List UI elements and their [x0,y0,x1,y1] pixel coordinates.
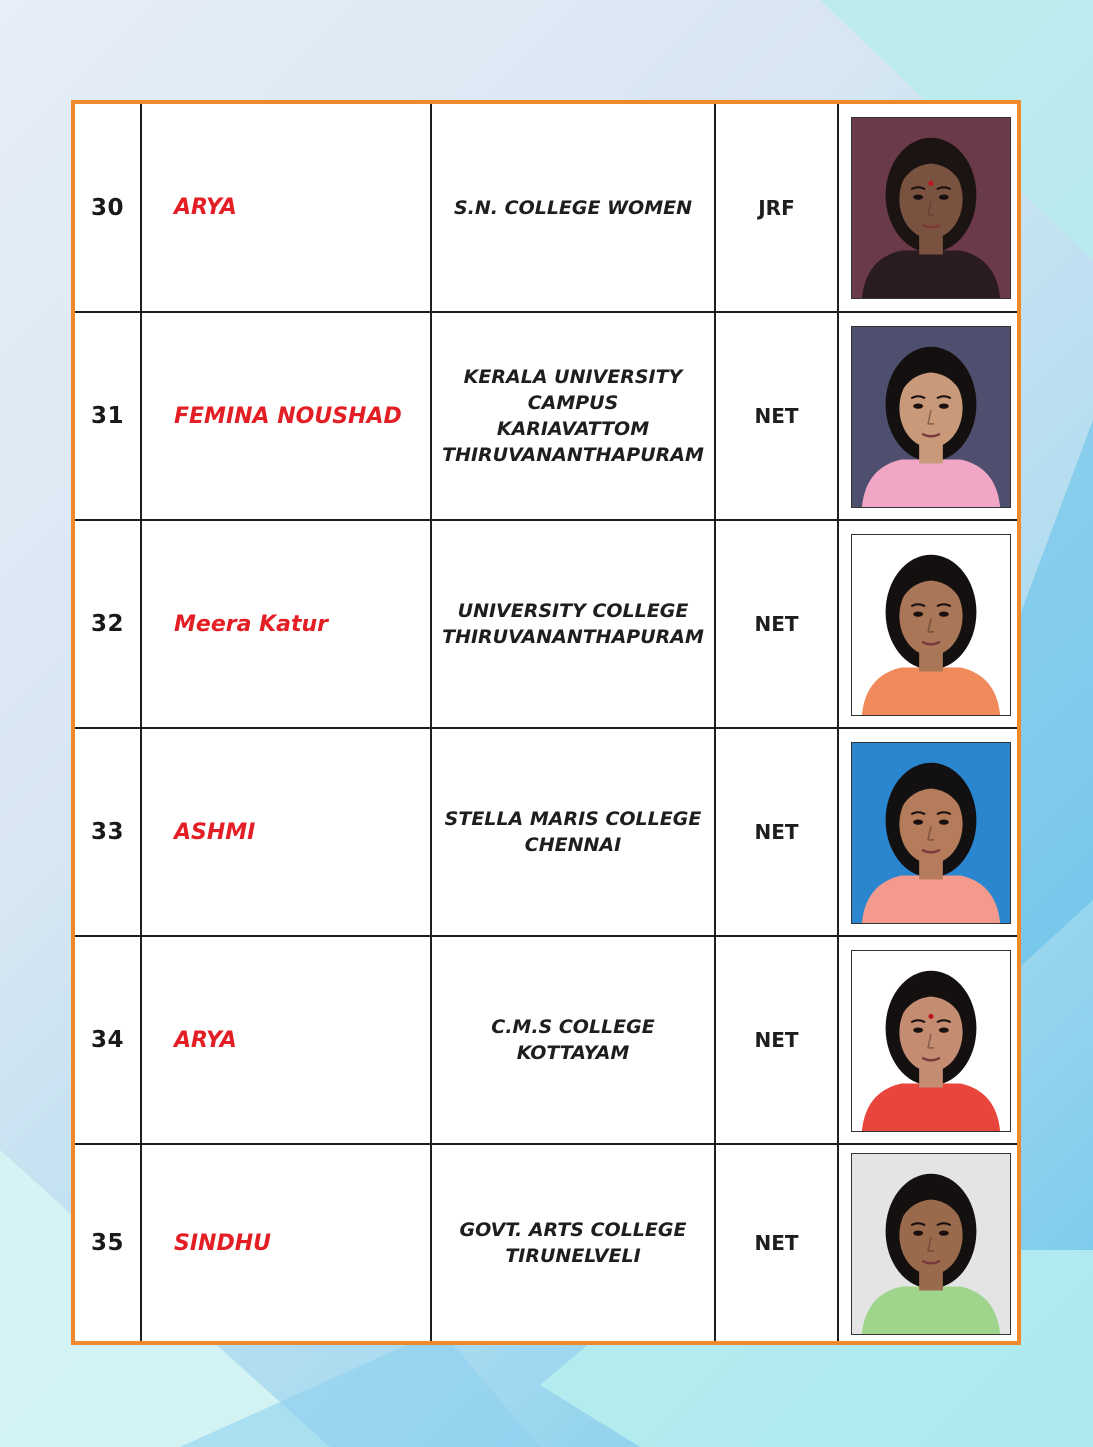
qualification: NET [715,312,838,520]
table-row [75,104,1017,312]
portrait-icon [852,118,1010,298]
portrait-icon [852,535,1010,715]
table-row [75,1144,1017,1341]
college-line: CHENNAI [524,834,622,856]
college-line: CAMPUS [527,392,619,414]
student-name: ASHMI [141,728,431,936]
college-line: KARIAVATTOM [496,418,650,440]
college-line: GOVT. ARTS COLLEGE [459,1219,687,1241]
photo-cell [838,1144,1017,1341]
student-name: ARYA [141,104,431,312]
college-line: STELLA MARIS COLLEGE [444,808,702,830]
college-line: TIRUNELVELI [505,1245,641,1267]
row-number: 33 [75,728,141,936]
qualification: NET [715,728,838,936]
qualification: JRF [715,104,838,312]
student-photo [851,950,1011,1132]
college-line: KOTTAYAM [516,1042,630,1064]
qualification: NET [715,1144,838,1341]
table-row [75,728,1017,936]
results-table [71,100,1021,1345]
college-line: THIRUVANANTHAPURAM [442,444,704,466]
college-cell [431,936,715,1144]
photo-cell [838,312,1017,520]
qualification: NET [715,520,838,728]
portrait-icon [852,327,1010,507]
photo-cell [838,104,1017,312]
row-number: 34 [75,936,141,1144]
portrait-icon [852,1154,1010,1334]
row-number: 31 [75,312,141,520]
college-cell [431,104,715,312]
table-row [75,312,1017,520]
photo-cell [838,728,1017,936]
portrait-icon [852,743,1010,923]
college-cell [431,312,715,520]
photo-cell [838,520,1017,728]
table-row [75,936,1017,1144]
student-name: ARYA [141,936,431,1144]
qualification: NET [715,936,838,1144]
table-row [75,520,1017,728]
row-number: 30 [75,104,141,312]
college-line: S.N. COLLEGE WOMEN [453,196,692,219]
college-line: THIRUVANANTHAPURAM [442,626,704,648]
portrait-icon [852,951,1010,1131]
student-photo [851,534,1011,716]
row-number: 32 [75,520,141,728]
student-name: FEMINA NOUSHAD [141,312,431,520]
college-cell [431,1144,715,1341]
college-cell [431,728,715,936]
college-line: C.M.S COLLEGE [491,1016,655,1038]
student-photo [851,326,1011,508]
college-line: KERALA UNIVERSITY [463,366,683,388]
college-cell [431,520,715,728]
row-number: 35 [75,1144,141,1341]
student-photo [851,117,1011,299]
student-name: Meera Katur [141,520,431,728]
student-photo [851,1153,1011,1335]
photo-cell [838,936,1017,1144]
student-photo [851,742,1011,924]
student-name: SINDHU [141,1144,431,1341]
college-line: UNIVERSITY COLLEGE [457,600,689,622]
